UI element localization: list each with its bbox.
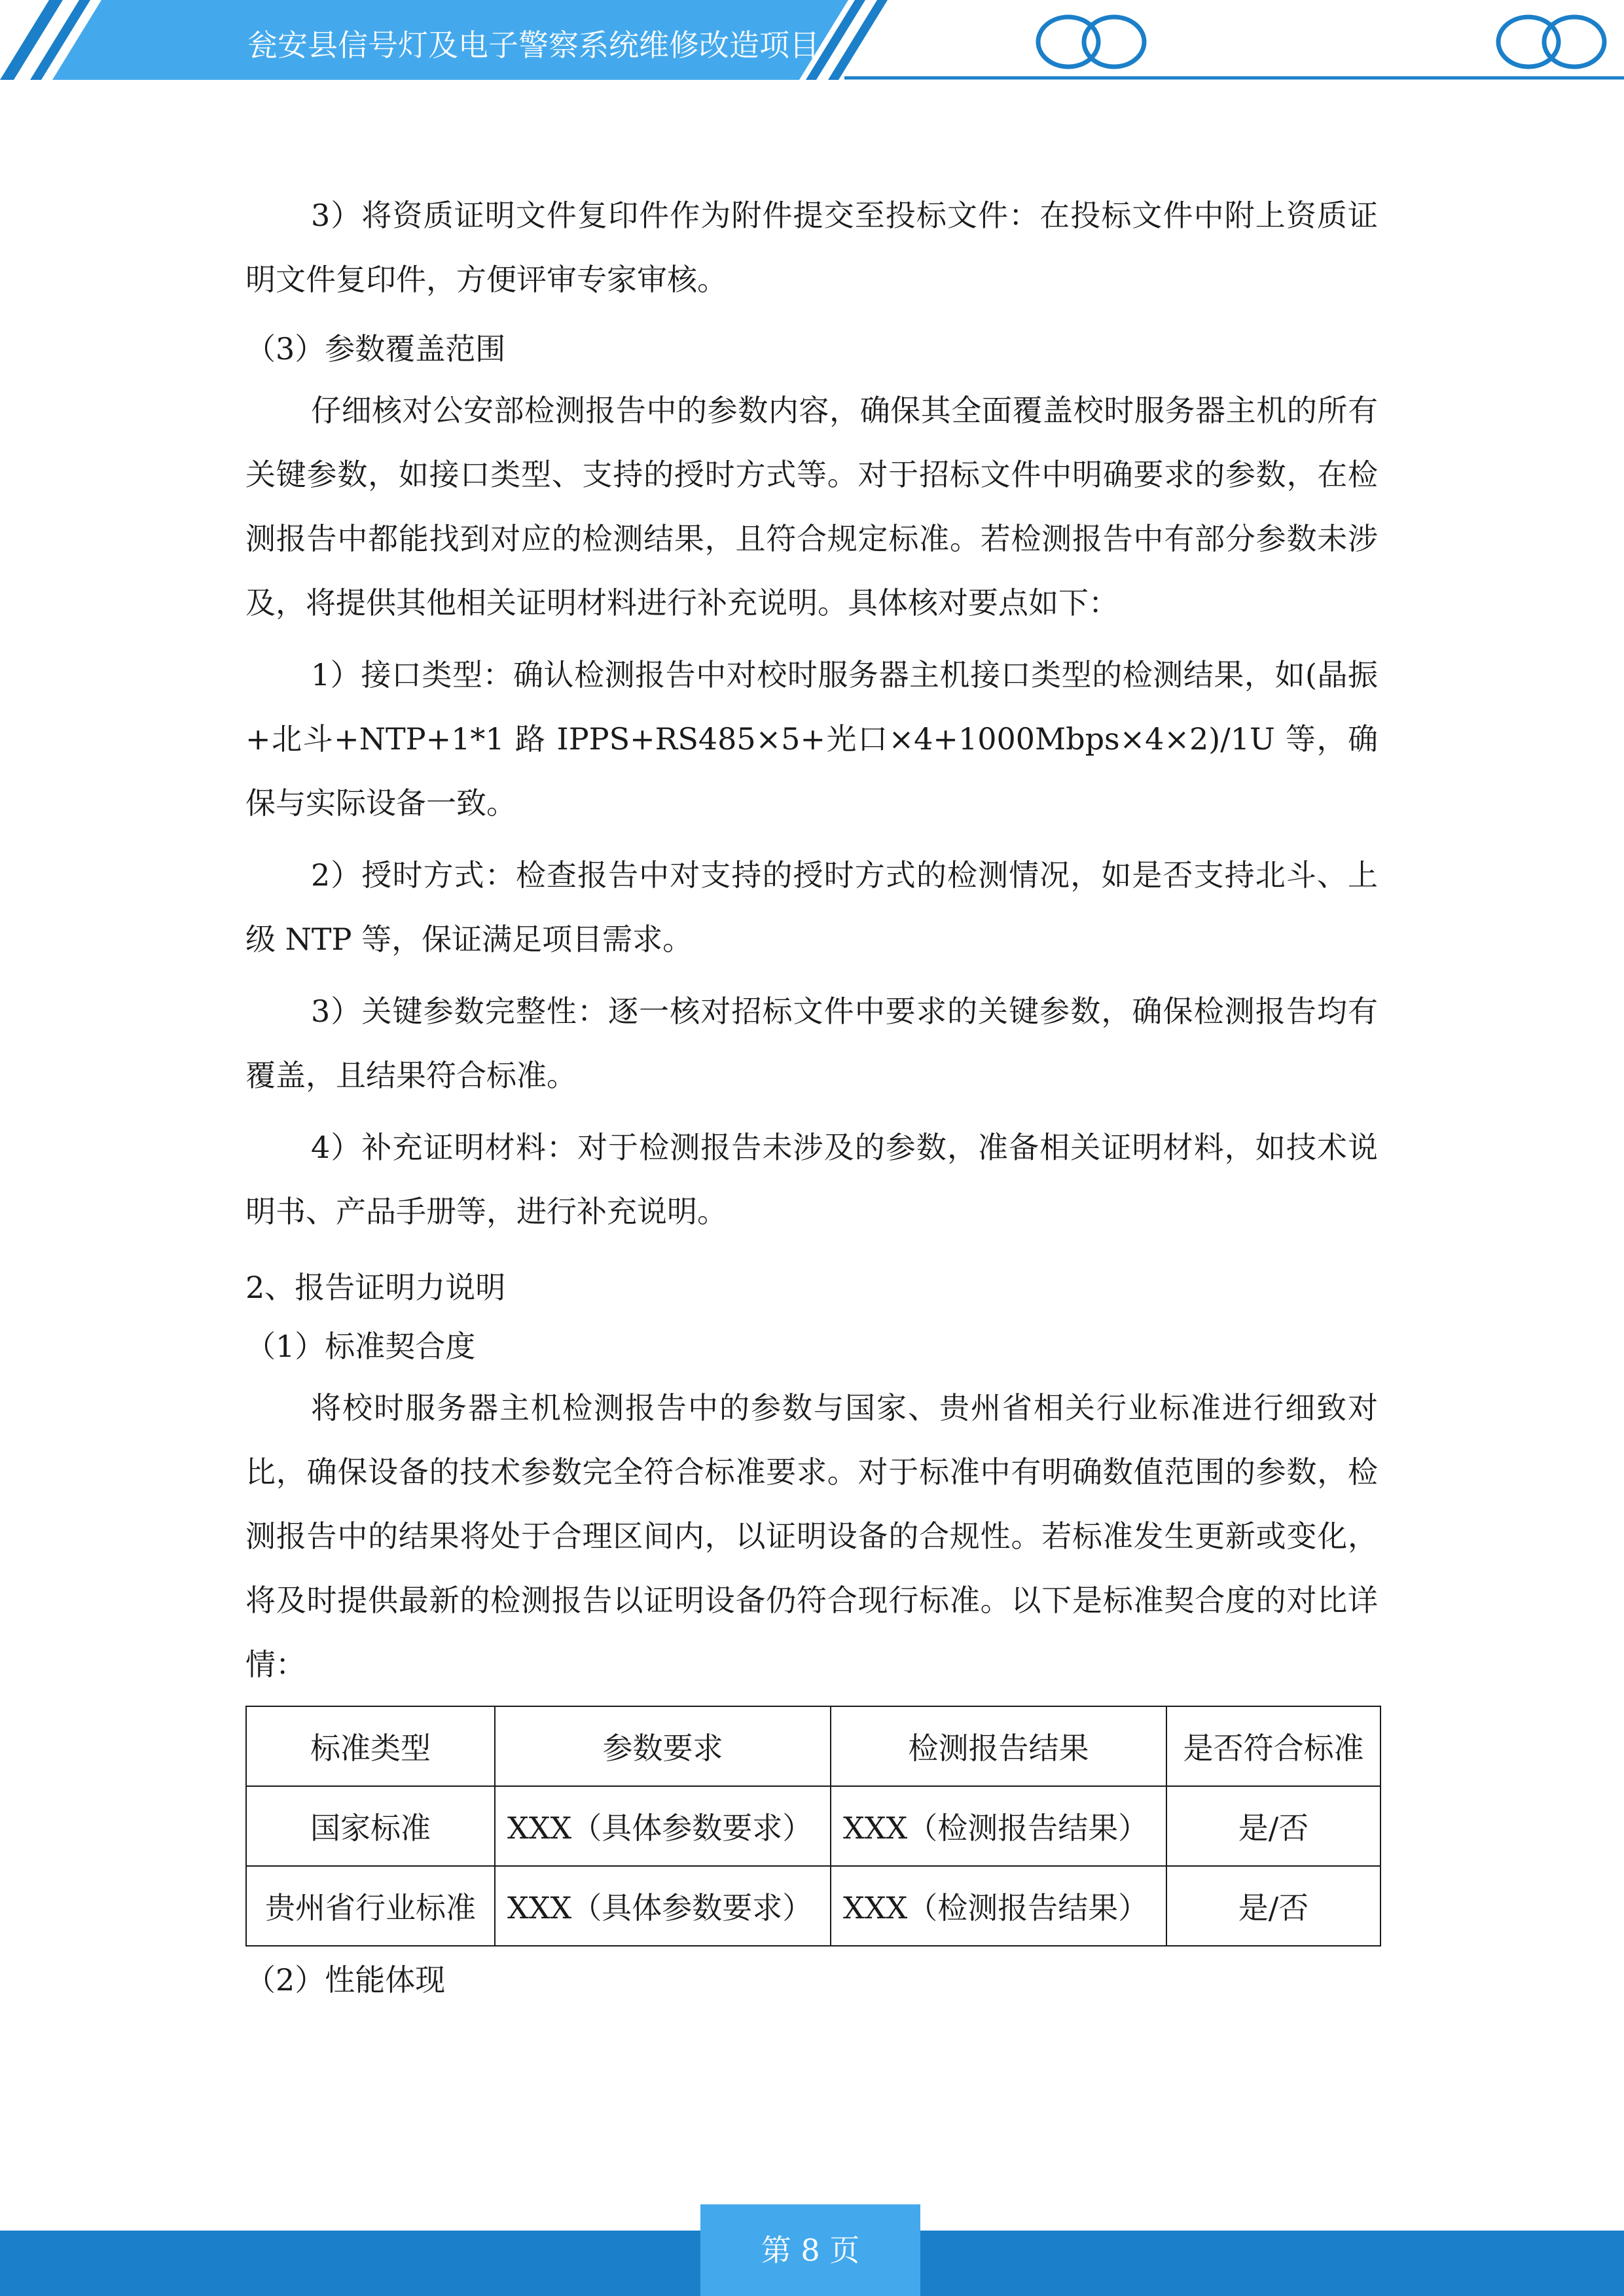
table-row (246, 1866, 1380, 1946)
page-header (0, 0, 1624, 85)
table-cell: 是/否 (1166, 1786, 1380, 1866)
standard-comparison-table (245, 1706, 1381, 1946)
table-cell: XXX（具体参数要求） (495, 1866, 831, 1946)
header-stripe-left (0, 0, 63, 80)
heading-performance: （2）性能体现 (245, 1962, 446, 1998)
page-number: 第 8 页 (761, 2233, 860, 2268)
document-body (245, 183, 1378, 2009)
paragraph-supplementary-materials: 4）补充证明材料：对于检测报告未涉及的参数，准备相关证明材料，如技术说明书、产品手册等，进行补充说明。 (245, 1130, 1378, 1229)
rings-icon-right (1498, 17, 1604, 67)
heading-parameter-coverage: （3）参数覆盖范围 (245, 331, 506, 367)
table-cell: XXX（检测报告结果） (831, 1866, 1166, 1946)
table-cell: 是/否 (1166, 1866, 1380, 1946)
heading-standard-fit: （1）标准契合度 (245, 1329, 476, 1364)
paragraph-key-parameters: 3）关键参数完整性：逐一核对招标文件中要求的关键参数，确保检测报告均有覆盖，且结果符合标准。 (245, 994, 1378, 1093)
table-header-cell: 是否符合标准 (1166, 1706, 1380, 1786)
table-row (246, 1786, 1380, 1866)
page-footer (0, 2231, 1624, 2296)
paragraph-standard-fit: 将校时服务器主机检测报告中的参数与国家、贵州省相关行业标准进行细致对比，确保设备的技术参数完全符合标准要求。对于标准中有明确数值范围的参数，检测报告中的结果将处于合理区间内，以证明设备的合规性。若标准发生更新或变化，将及时提供最新的检测报告以证明设备仍符合现行标准。以下是标准契合度的对比详情： (245, 1390, 1378, 1682)
table-header-cell: 检测报告结果 (831, 1706, 1166, 1786)
rings-icon (1038, 17, 1144, 67)
paragraph-qualification-attachment: 3）将资质证明文件复印件作为附件提交至投标文件：在投标文件中附上资质证明文件复印件，方便评审专家审核。 (245, 198, 1378, 297)
paragraph-interface-type: 1）接口类型：确认检测报告中对校时服务器主机接口类型的检测结果，如(晶振+北斗+NTP+1*1 路 IPPS+RS485×5+光口×4+1000Mbps×4×2)/1U 等，确保与实际设备一致。 (245, 657, 1378, 821)
table-cell: XXX（检测报告结果） (831, 1786, 1166, 1866)
paragraph-timing-method: 2）授时方式：检查报告中对支持的授时方式的检测情况，如是否支持北斗、上级 NTP 等，保证满足项目需求。 (245, 857, 1378, 957)
table-cell: XXX（具体参数要求） (495, 1786, 831, 1866)
paragraph-parameter-coverage: 仔细核对公安部检测报告中的参数内容，确保其全面覆盖校时服务器主机的所有关键参数，如接口类型、支持的授时方式等。对于招标文件中明确要求的参数，在检测报告中都能找到对应的检测结果，且符合规定标准。若检测报告中有部分参数未涉及，将提供其他相关证明材料进行补充说明。具体核对要点如下： (245, 393, 1378, 620)
table-cell: 国家标准 (246, 1786, 495, 1866)
header-title: 瓮安县信号灯及电子警察系统维修改造项目 (247, 27, 820, 63)
heading-report-evidence: 2、报告证明力说明 (245, 1270, 506, 1305)
table-header-row (246, 1706, 1380, 1786)
table-header-cell: 标准类型 (246, 1706, 495, 1786)
table-header-cell: 参数要求 (495, 1706, 831, 1786)
table-cell: 贵州省行业标准 (246, 1866, 495, 1946)
